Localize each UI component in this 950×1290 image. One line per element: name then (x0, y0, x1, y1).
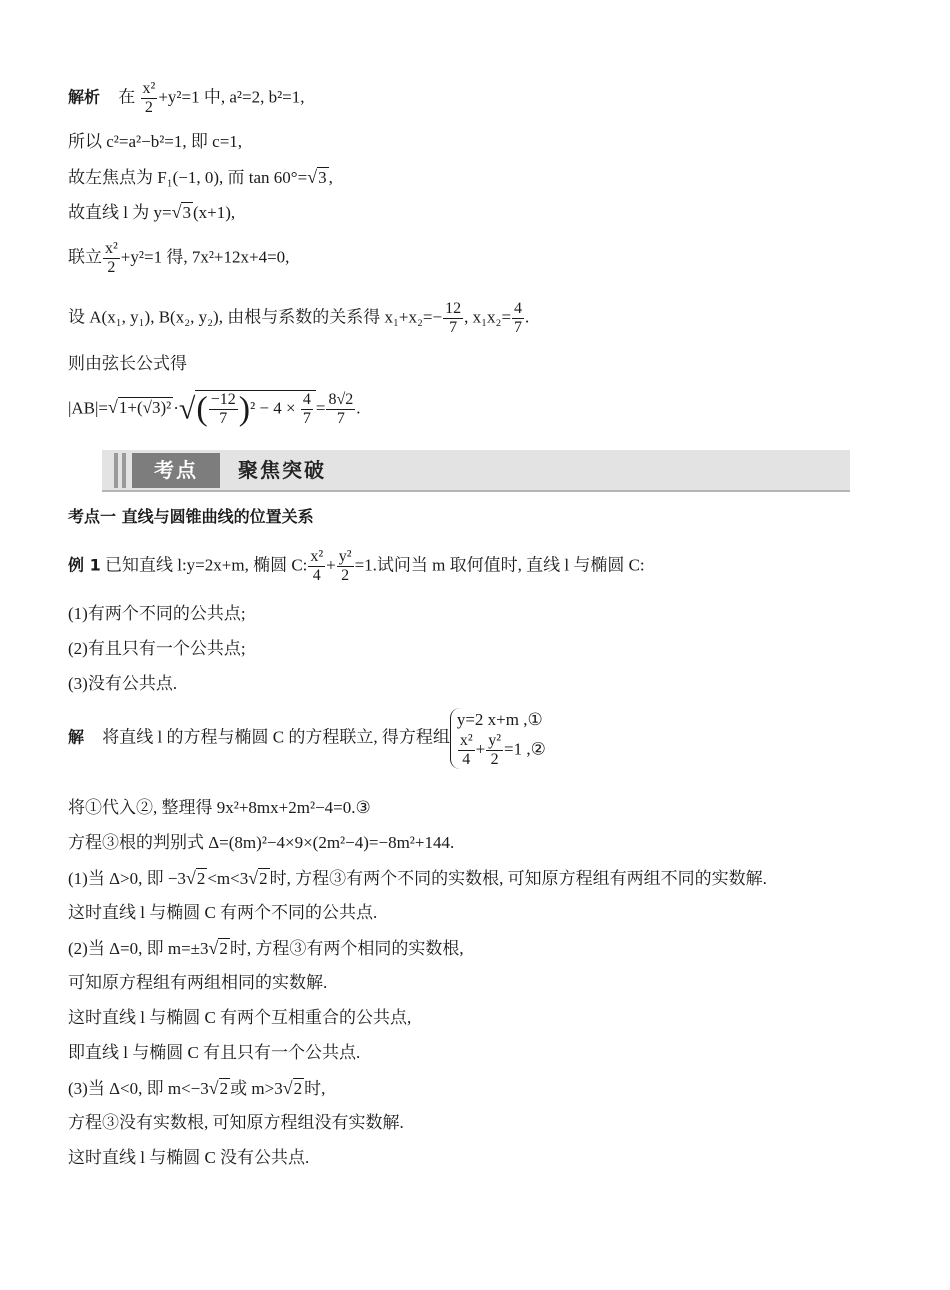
solution-step-4: 这时直线 l 与椭圆 C 有两个不同的公共点. (68, 903, 378, 922)
section-heading: 考点一 直线与圆锥曲线的位置关系 (68, 507, 314, 526)
analysis-line-5 (68, 240, 289, 277)
fraction (308, 548, 325, 585)
frac-num: 8√2 (328, 391, 354, 408)
radicand: 2 (219, 1079, 229, 1098)
solution-step-6: 可知原方程组有两组相同的实数解. (68, 973, 328, 992)
text: , (328, 168, 333, 187)
text: (2)当 Δ=0, 即 m=±3 (68, 939, 209, 958)
text: 时, 方程③有两个不同的实数根, 可知原方程组有两组不同的实数解. (269, 869, 767, 888)
radicand: 1+(√3)² (118, 398, 172, 418)
solution-step-8: 即直线 l 与椭圆 C 有且只有一个公共点. (68, 1043, 361, 1062)
solution-step-10: 方程③没有实数根, 可知原方程组没有实数解. (68, 1113, 404, 1132)
frac-den: 7 (449, 319, 458, 336)
fraction (301, 391, 313, 428)
radicand: 3 (182, 203, 191, 222)
analysis-line-6 (68, 300, 529, 337)
radicand: 3 (318, 168, 327, 187)
text: + (326, 555, 336, 575)
equation-2 (457, 732, 546, 769)
frac-den: 4 (462, 751, 471, 768)
frac-num: −12 (210, 391, 236, 408)
analysis-label: 解析 (68, 87, 101, 107)
frac-num: y² (338, 548, 352, 565)
example-label: 例 1 (68, 555, 101, 575)
fraction (209, 391, 238, 428)
frac-num: 12 (445, 300, 462, 317)
solution-step-3 (68, 866, 767, 891)
banner-stripe (114, 453, 118, 488)
fraction (337, 548, 354, 585)
frac-num: y² (488, 732, 502, 749)
sqrt: √3 (171, 202, 191, 222)
sqrt: √2 (185, 868, 206, 888)
sqrt: √1+(√3)² (108, 397, 172, 418)
text: , x₁x₂= (464, 307, 512, 327)
radicand: 2 (293, 1079, 303, 1098)
text: 故直线 l 为 y= (68, 203, 172, 222)
equation-system (450, 708, 546, 769)
equation-1: y=2 x+m ,① (456, 710, 543, 729)
text: =1 ,② (504, 739, 546, 759)
frac-den: 2 (144, 99, 153, 116)
sqrt: √2 (282, 1078, 303, 1098)
banner-title: 聚焦突破 (238, 458, 326, 482)
text: (1)当 Δ>0, 即 −3 (68, 869, 186, 888)
banner-tag: 考点 (132, 453, 220, 488)
sqrt: √2 (208, 938, 228, 958)
solution-step-7: 这时直线 l 与椭圆 C 有两个互相重合的公共点, (68, 1008, 412, 1027)
solution-step-2: 方程③根的判别式 Δ=(8m)²−4×9×(2m²−4)=−8m²+144. (68, 833, 455, 852)
frac-den: 2 (107, 259, 116, 276)
solution-step-11: 这时直线 l 与椭圆 C 没有公共点. (68, 1148, 310, 1167)
analysis-line-7: 则由弦长公式得 (68, 354, 187, 373)
analysis-line-3 (68, 165, 333, 190)
frac-den: 7 (336, 410, 345, 427)
text: + (475, 739, 486, 759)
frac-num: x² (142, 80, 156, 97)
text: = (315, 398, 326, 418)
banner-stripe (122, 453, 126, 488)
radicand: 2 (196, 869, 206, 888)
text: |AB|= (68, 398, 109, 418)
fraction (443, 300, 463, 337)
example-line (68, 548, 645, 585)
fraction (486, 732, 503, 769)
text: 将直线 l 的方程与椭圆 C 的方程联立, 得方程组 (102, 727, 450, 747)
text: . (356, 398, 361, 418)
question-3: (3)没有公共点. (68, 674, 178, 693)
frac-den: 2 (341, 567, 350, 584)
text: · (173, 398, 179, 418)
solution-line (68, 708, 546, 769)
analysis-line-2: 所以 c²=a²−b²=1, 即 c=1, (68, 132, 243, 151)
analysis-line-8 (68, 390, 360, 428)
fraction (512, 300, 524, 337)
question-2: (2)有且只有一个公共点; (68, 639, 246, 658)
frac-num: x² (310, 548, 324, 565)
radicand: 2 (219, 939, 228, 958)
solution-step-1: 将①代入②, 整理得 9x²+8mx+2m²−4=0.③ (68, 798, 371, 817)
fraction (458, 732, 475, 769)
frac-den: 2 (490, 751, 499, 768)
question-1: (1)有两个不同的公共点; (68, 604, 246, 623)
solution-label: 解 (68, 727, 85, 747)
text: +y²=1 中, a²=2, b²=1, (158, 87, 305, 107)
frac-den: 7 (219, 410, 228, 427)
sqrt: √( $\frac{-12}{7}$ )² − 4 × $\frac{4}{7}$ (179, 390, 316, 428)
text: +y²=1 得, 7x²+12x+4=0, (120, 247, 290, 267)
frac-num: 4 (302, 391, 311, 408)
frac-num: x² (459, 732, 473, 749)
text: <m<3 (207, 869, 249, 888)
text: 故左焦点为 F₁(−1, 0), 而 tan 60°= (68, 168, 308, 187)
text: (3)当 Δ<0, 即 m<−3 (68, 1079, 209, 1098)
text: 已知直线 l:y=2x+m, 椭圆 C: (104, 555, 308, 575)
frac-num: 4 (514, 300, 523, 317)
sqrt: √2 (248, 868, 268, 888)
text: ² − 4 × (250, 398, 300, 418)
sqrt: √2 (208, 1078, 229, 1098)
radicand: 2 (259, 869, 268, 888)
frac-num: x² (105, 240, 118, 257)
text: 时, (304, 1079, 326, 1098)
analysis-line-4 (68, 200, 235, 225)
text: 在 (118, 87, 136, 107)
text: 联立 (68, 247, 102, 267)
frac-den: 7 (302, 410, 311, 427)
text: (x+1), (192, 203, 236, 222)
fraction (103, 240, 120, 277)
fraction (326, 391, 355, 428)
fraction (141, 80, 158, 117)
text: 或 m>3 (230, 1079, 283, 1098)
frac-den: 4 (312, 567, 321, 584)
solution-step-9 (68, 1076, 325, 1101)
solution-step-5 (68, 936, 464, 961)
text: 设 A(x₁, y₁), B(x₂, y₂), 由根与系数的关系得 x₁+x₂=− (68, 307, 443, 327)
text: 时, 方程③有两个相同的实数根, (229, 939, 464, 958)
text: =1.试问当 m 取何值时, 直线 l 与椭圆 C: (354, 555, 645, 575)
sqrt: √3 (307, 167, 327, 187)
frac-den: 7 (514, 319, 523, 336)
section-banner (102, 450, 850, 492)
analysis-line-1 (68, 80, 305, 117)
text: . (525, 307, 530, 327)
